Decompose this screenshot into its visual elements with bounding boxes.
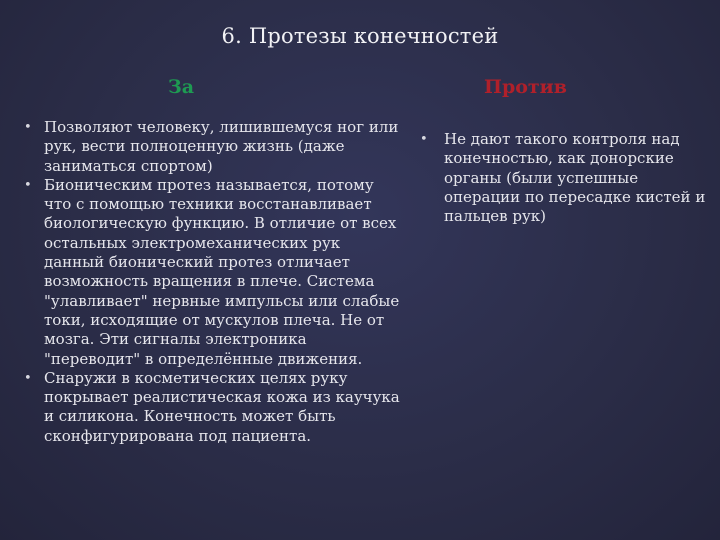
- bullet-icon: •: [420, 132, 428, 147]
- pro-column-heading: За: [168, 76, 195, 98]
- pro-bullet-text: Позволяют человеку, лишившемуся ног или рук, вести полноценную жизнь (даже заниматься спортом): [44, 118, 399, 175]
- bullet-icon: •: [24, 120, 32, 135]
- pro-bullet-item: [20, 369, 405, 446]
- bullet-icon: •: [24, 177, 32, 193]
- pro-bullet-item: [20, 118, 405, 176]
- bullet-icon: •: [24, 370, 32, 386]
- con-bullet-item: [408, 130, 713, 226]
- con-column-heading: Против: [484, 76, 567, 98]
- con-bullet-list: [408, 130, 713, 226]
- pro-bullet-text: Снаружи в косметических целях руку покрывает реалистическая кожа из каучука и силикона. Конечность может быть сконфигурирована под пациента.: [44, 368, 400, 445]
- pro-bullet-item: [20, 176, 405, 369]
- slide-title: 6. Протезы конечностей: [221, 24, 499, 48]
- pro-bullet-text: Бионическим протез называется, потому что с помощью техники восстанавливает биологическую функцию. В отличие от всех остальных электромеханических рук данный бионический протез отличает возможность вращения в плече. Система "улавливает" нервные импульсы или слабые токи, исходящие от мускулов плеча. Не от мозга. Эти сигналы электроника "переводит" в определённые движения.: [44, 175, 400, 368]
- pro-bullet-list: [20, 118, 405, 446]
- con-bullet-text: Не дают такого контроля над конечностью, как донорские органы (были успешные операции по пересадке кистей и пальцев рук): [444, 130, 706, 226]
